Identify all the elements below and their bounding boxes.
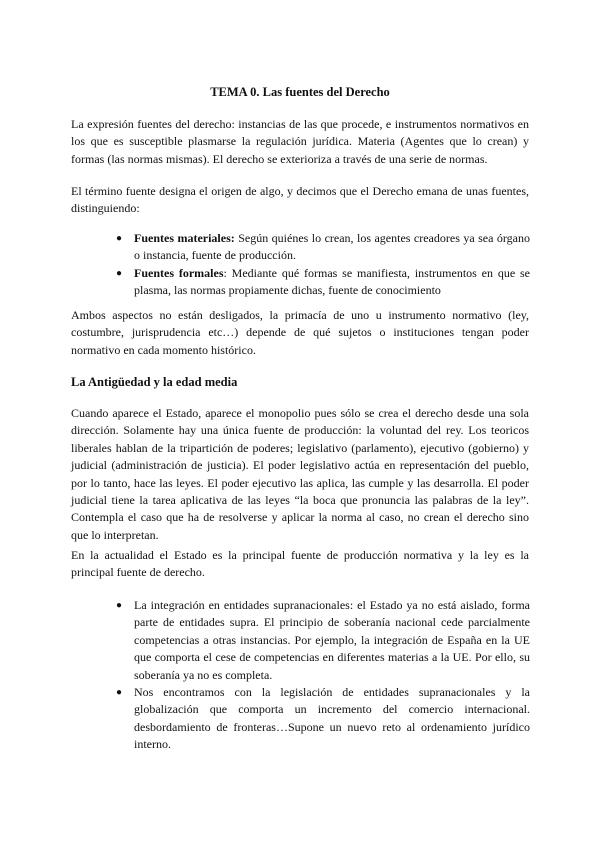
list-item (116, 597, 530, 684)
supranational-list (116, 597, 530, 754)
paragraph-aspects: Ambos aspectos no están desligados, la primacía de uno u instrumento normativo (ley, costumbre, jurisprudencia etc…) depende de qué sujetos o instituciones tengan poder normativo en cada momento histórico. (71, 308, 529, 357)
list-item-text: Según quiénes lo crean, los agentes creadores ya sea órgano o instancia, fuente de producción. (134, 231, 530, 263)
bullet-icon: ● (116, 233, 123, 244)
bullet-icon: ● (116, 267, 123, 279)
bullet-icon: ● (116, 687, 123, 699)
sources-type-list (116, 230, 531, 300)
list-item (116, 684, 530, 754)
page-title: TEMA 0. Las fuentes del Derecho (210, 85, 390, 99)
list-item-term: Fuentes materiales: (134, 231, 235, 245)
paragraph-term-origin: El término fuente designa el origen de algo, y decimos que el Derecho emana de unas fuentes, distinguiendo: (71, 184, 529, 216)
list-item-term: Fuentes formales (134, 265, 224, 280)
list-item-text: : Mediante qué formas se manifiesta, instrumentos en que se plasma, las normas propiamente dichas, fuente de conocimiento (134, 265, 531, 298)
paragraph-state-monopoly: Cuando aparece el Estado, aparece el monopolio pues sólo se crea el derecho desde una sola dirección. Solamente hay una única fuente de producción: la voluntad del rey. Los teoricos liberales hablan de la tripartición de poderes; legislativo (parlamento), ejecutivo (gobierno) y judicial (administración de justicia). El poder legislativo actúa en representación del pueblo, por lo tanto, hace las leyes. El poder ejecutivo las aplica, las cumple y las desarrolla. El poder judicial tiene la tarea aplicativa de las leyes “la boca que pronuncia las palabras de la ley”. Contempla el caso que ha de resolverse y aplicar la norma al caso, no crean el derecho sino que lo interpretan. (71, 406, 529, 542)
list-item (116, 230, 530, 265)
list-item-text: Nos encontramos con la legislación de entidades supranacionales y la globalización que comporta un incremento del comercio internacional. desbordamiento de fronteras…Supone un nuevo reto al ordenamiento jurídico interno. (134, 685, 530, 752)
list-item-text: La integración en entidades supranacionales: el Estado ya no está aislado, forma parte de entidades supra. El principio de soberanía nacional cede parcialmente competencias a otras instancias. Por ejemplo, la integración de España en la UE que comporta el cese de competencias en diferentes materias a la UE. Por ello, su soberanía ya no es completa. (134, 598, 530, 682)
list-item (116, 265, 531, 300)
paragraph-current-state: En la actualidad el Estado es la principal fuente de producción normativa y la ley es la principal fuente de derecho. (71, 548, 529, 580)
bullet-icon: ● (116, 600, 123, 611)
paragraph-definition: La expresión fuentes del derecho: instancias de las que procede, e instrumentos normativos en los que es susceptible plasmarse la regulación jurídica. Materia (Agentes que lo crean) y formas (las normas mismas). El derecho se exterioriza a través de una serie de normas. (71, 117, 529, 166)
section-heading: La Antigüedad y la edad media (71, 375, 238, 389)
